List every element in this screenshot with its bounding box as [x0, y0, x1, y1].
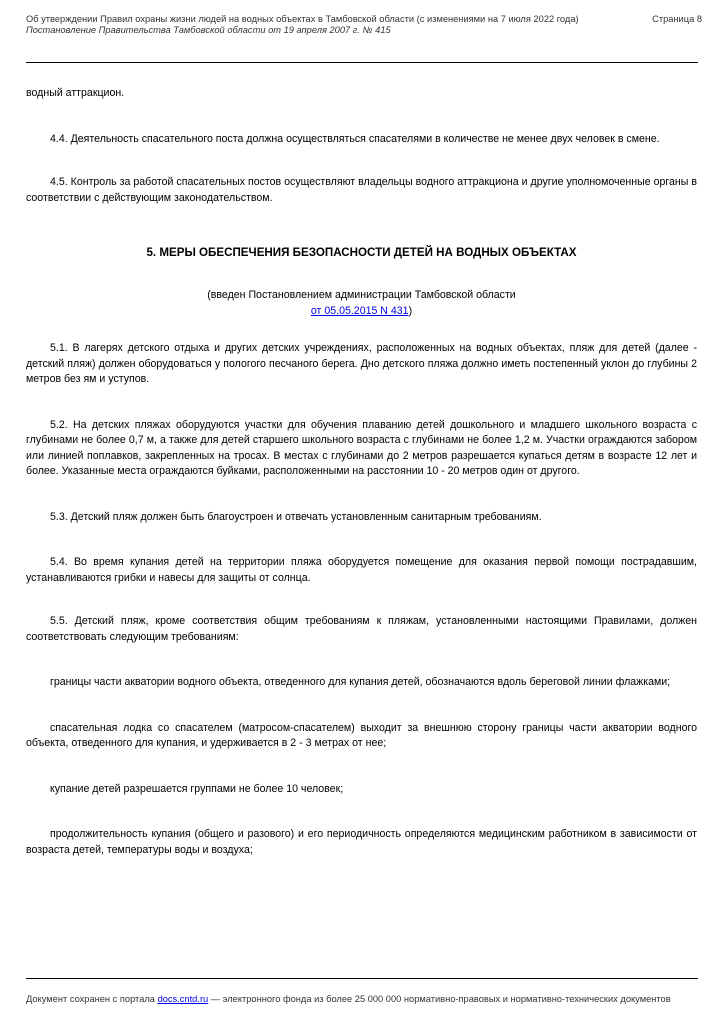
section-heading: 5. МЕРЫ ОБЕСПЕЧЕНИЯ БЕЗОПАСНОСТИ ДЕТЕЙ НА ВОДНЫХ ОБЪЕКТАХ — [146, 246, 577, 259]
paragraph-continuation: водный аттракцион. — [26, 87, 125, 99]
paragraph-5-2: 5.2. На детских пляжах оборудуются участки для обучения плаванию детей дошкольного и младшего школьного возраста с глубинами не более 0,7 м, а также для детей старшего школьного возраста с глубинами не более 1,2 м. Участки ограждаются забором или линией поплавков, закрепленных на тросах. В местах с глубинами до 2 метров разрешается купаться детям в возрасте 12 лет и более. Указанные места ограждаются буйками, расположенными на расстоянии 10 - 20 метров один от другого. — [26, 418, 697, 477]
requirement-duration: продолжительность купания (общего и разового) и его периодичность определяются медицинским работником в зависимости от возраста детей, температуры воды и воздуха; — [26, 828, 697, 856]
amendment-line: (введен Постановлением администрации Тамбовской области — [207, 289, 516, 301]
footer-portal-link[interactable]: docs.cntd.ru — [157, 994, 209, 1004]
paragraph-5-5: 5.5. Детский пляж, кроме соответствия общим требованиям к пляжам, установленными настоящими Правилами, должен соответствовать следующим требованиям: — [26, 615, 697, 643]
document-title: Об утверждении Правил охраны жизни людей на водных объектах в Тамбовской области (с изменениями на 7 июля 2022 года) — [26, 14, 579, 24]
requirement-flags: границы части акватории водного объекта, отведенного для купания детей, обозначаются вдоль береговой линии флажками; — [50, 676, 671, 688]
page-footer — [26, 994, 698, 1005]
amendment-close: ) — [408, 304, 413, 317]
amendment-note — [26, 288, 697, 319]
paragraph-4-5: 4.5. Контроль за работой спасательных постов осуществляют владельцы водного аттракциона и другие уполномоченные органы в соответствии с действующим законодательством. — [26, 176, 697, 204]
header-text — [26, 14, 586, 35]
requirement-rescue-boat: спасательная лодка со спасателем (матросом-спасателем) выходит за внешнюю сторону границы части акватории водного объекта, отведенного для купания, и удерживается в 2 - 3 метрах от нее; — [26, 721, 697, 749]
page-number: Страница 8 — [652, 14, 702, 24]
document-subtitle: Постановление Правительства Тамбовской области от 19 апреля 2007 г. № 415 — [26, 24, 391, 35]
paragraph-5-1: 5.1. В лагерях детского отдыха и других детских учреждениях, расположенных на водных объектах, пляж для детей (далее - детский пляж) должен оборудоваться у пологого песчаного берега. Дно детского пляжа должно иметь постепенный уклон до глубины 2 метров без ям и уступов. — [26, 342, 697, 385]
paragraph-5-4: 5.4. Во время купания детей на территории пляжа оборудуется помещение для оказания первой помощи пострадавшим, устанавливаются грибки и навесы для защиты от солнца. — [26, 556, 697, 584]
document-body — [26, 86, 697, 858]
paragraph-5-3: 5.3. Детский пляж должен быть благоустроен и отвечать установленным санитарным требованиям. — [50, 510, 542, 523]
footer-prefix: Документ сохранен с портала — [26, 994, 158, 1004]
header-divider — [26, 62, 698, 63]
amendment-link-line — [26, 304, 697, 320]
paragraph-4-4: 4.4. Деятельность спасательного поста должна осуществляться спасателями в количестве не менее двух человек в смене. — [50, 132, 660, 145]
page-header — [26, 14, 706, 60]
amendment-link[interactable]: от 05.05.2015 N 431 — [310, 304, 409, 317]
footer-divider — [26, 978, 698, 979]
requirement-group-size: купание детей разрешается группами не более 10 человек; — [50, 782, 344, 795]
footer-suffix: — электронного фонда из более 25 000 000 нормативно-правовых и нормативно-технических документов — [208, 994, 671, 1004]
